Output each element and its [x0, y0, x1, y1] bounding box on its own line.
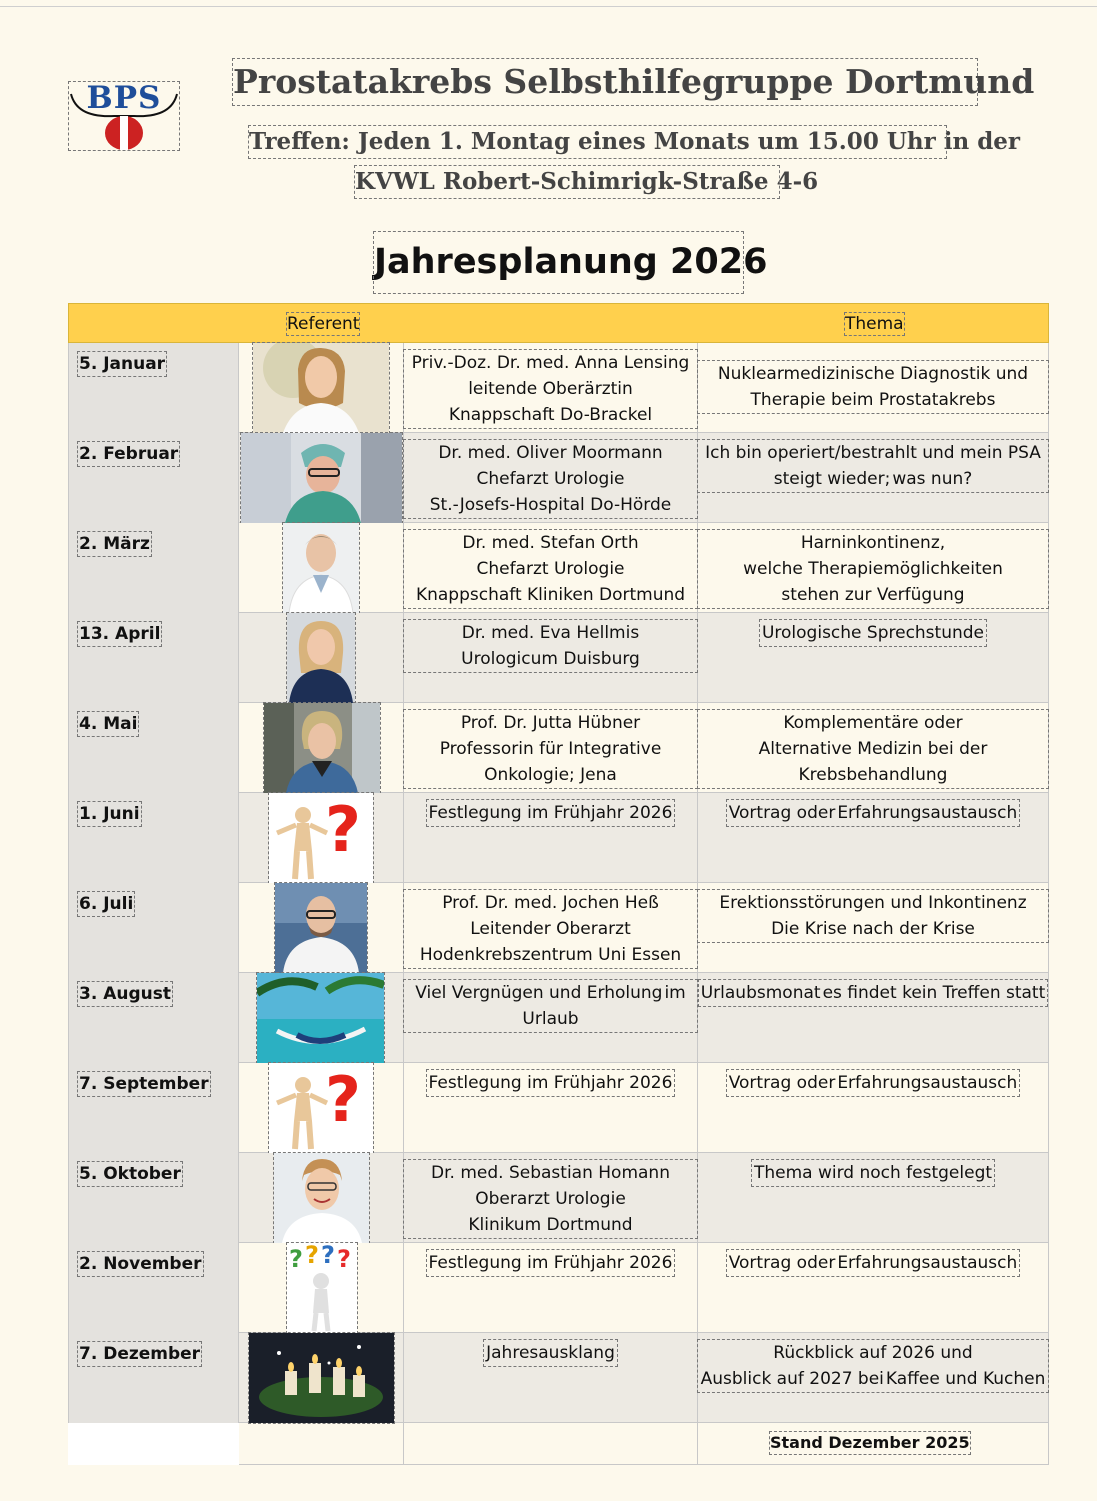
- date-cell: [68, 703, 239, 793]
- table-row: [68, 1333, 1049, 1423]
- referent-line: Leitender Oberarzt: [470, 919, 631, 939]
- thema-text: [727, 1070, 1020, 1096]
- date-label: 4. Mai: [79, 714, 138, 734]
- portrait-man-glasses-image: [275, 883, 367, 973]
- date-label: 5. Januar: [79, 354, 166, 374]
- thema-line: Thema wird noch festgelegt: [753, 1163, 993, 1183]
- top-divider: [0, 6, 1097, 7]
- thema-line: Urlaubsmonat: [700, 983, 821, 1003]
- date-cell: [68, 433, 239, 523]
- thema-cell: [698, 793, 1049, 883]
- plan-title: Jahresplanung 2026: [374, 232, 743, 293]
- image-cell: [239, 433, 404, 523]
- date-label: 1. Juni: [79, 804, 140, 824]
- thema-line: Ausblick auf 2027 bei: [700, 1369, 884, 1389]
- image-cell: [239, 1243, 404, 1333]
- referent-cell: [404, 1063, 698, 1153]
- date-cell: [68, 1243, 239, 1333]
- referent-line: Festlegung im Frühjahr 2026: [428, 1253, 673, 1273]
- thema-line: steigt wieder;: [773, 469, 891, 489]
- thema-cell: [698, 1333, 1049, 1423]
- image-cell: [239, 613, 404, 703]
- thema-text: [727, 800, 1020, 826]
- thema-text: [699, 980, 1048, 1006]
- referent-cell: [404, 523, 698, 613]
- footer-thema-cell: [698, 1423, 1049, 1465]
- image-cell: [239, 1333, 404, 1423]
- image-cell: [239, 343, 404, 433]
- referent-text: [404, 890, 697, 968]
- header-referent: Referent: [287, 314, 360, 334]
- portrait-woman-denim-image: [264, 703, 380, 793]
- referent-line: Dr. med. Sebastian Homann: [431, 1163, 670, 1183]
- table-row: [68, 433, 1049, 523]
- thema-text: [698, 710, 1048, 788]
- referent-text: [404, 620, 697, 672]
- referent-text: [427, 1250, 675, 1276]
- referent-line: Urologicum Duisburg: [461, 649, 640, 669]
- referent-line: Professorin für Integrative: [439, 739, 662, 759]
- table-footer: [68, 1423, 1049, 1465]
- referent-text: [404, 440, 697, 518]
- table-row: [68, 1153, 1049, 1243]
- thema-text: [760, 620, 986, 646]
- date-label: 5. Oktober: [79, 1164, 181, 1184]
- svg-text:?: ?: [289, 1245, 303, 1273]
- thema-line: Rückblick auf 2026 und: [773, 1343, 973, 1363]
- referent-cell: [404, 703, 698, 793]
- thema-line: Vortrag oder: [728, 1253, 836, 1273]
- image-cell: [239, 523, 404, 613]
- thema-line: Die Krise nach der Krise: [771, 919, 975, 939]
- thema-line: welche Therapiemöglichkeiten: [743, 559, 1003, 579]
- thema-line: Therapie beim Prostatakrebs: [750, 390, 996, 410]
- portrait-man-white-coat-image: [283, 523, 359, 613]
- referent-line: Festlegung im Frühjahr 2026: [428, 803, 673, 823]
- thema-cell: [698, 1243, 1049, 1333]
- table-row: [68, 343, 1049, 433]
- table-row: [68, 1243, 1049, 1333]
- table-row: [68, 1063, 1049, 1153]
- table-row: [68, 883, 1049, 973]
- table-row: [68, 613, 1049, 703]
- table-row: [68, 523, 1049, 613]
- referent-line: Dr. med. Oliver Moormann: [438, 443, 663, 463]
- thema-text: [698, 440, 1048, 492]
- meeting-info-line1: Treffen: Jeden 1. Montag eines Monats um 15.00 Uhr in der: [249, 126, 946, 158]
- thema-cell: [698, 1153, 1049, 1243]
- thema-text: [698, 890, 1048, 942]
- thema-text: [698, 530, 1048, 608]
- thema-line: Urologische Sprechstunde: [761, 623, 985, 643]
- referent-line: Oberarzt Urologie: [475, 1189, 626, 1209]
- referent-cell: [404, 793, 698, 883]
- referent-line: Priv.-Doz. Dr. med. Anna Lensing: [411, 353, 690, 373]
- thema-line: Komplementäre oder: [783, 713, 963, 733]
- thema-cell: [698, 1063, 1049, 1153]
- referent-line: Knappschaft Do-Brackel: [448, 405, 653, 425]
- date-cell: [68, 1153, 239, 1243]
- referent-line: Prof. Dr. Jutta Hübner: [460, 713, 641, 733]
- thema-line: Vortrag oder: [728, 1073, 836, 1093]
- date-label: 7. Dezember: [79, 1344, 201, 1364]
- referent-text: [484, 1340, 617, 1366]
- thema-text: [727, 1250, 1020, 1276]
- thema-line: Nuklearmedizinische Diagnostik und: [717, 364, 1029, 384]
- referent-text: [404, 980, 697, 1032]
- date-cell: [68, 613, 239, 703]
- thema-line: stehen zur Verfügung: [781, 585, 965, 605]
- table-row: [68, 703, 1049, 793]
- referent-line: im: [664, 983, 686, 1003]
- image-cell: [239, 703, 404, 793]
- referent-line: Prof. Dr. med. Jochen Heß: [442, 893, 659, 913]
- svg-text:?: ?: [325, 1063, 361, 1136]
- header-thema: Thema: [845, 314, 904, 334]
- svg-text:?: ?: [325, 793, 361, 866]
- referent-cell: [404, 343, 698, 433]
- thema-line: Vortrag oder: [728, 803, 836, 823]
- date-label: 2. November: [79, 1254, 202, 1274]
- thema-text: [698, 361, 1048, 413]
- image-cell: [239, 973, 404, 1063]
- thema-cell: [698, 613, 1049, 703]
- table-row: [68, 793, 1049, 883]
- advent-wreath-image: [249, 1333, 394, 1423]
- referent-text: [404, 350, 697, 428]
- image-cell: [239, 793, 404, 883]
- date-cell: [68, 1333, 239, 1423]
- date-label: 7. September: [79, 1074, 209, 1094]
- referent-line: Dr. med. Stefan Orth: [462, 533, 639, 553]
- svg-text:?: ?: [305, 1243, 319, 1269]
- thema-cell: [698, 973, 1049, 1063]
- referent-text: [427, 1070, 675, 1096]
- referent-line: Jahresausklang: [486, 1343, 615, 1363]
- referent-text: [404, 530, 697, 608]
- portrait-surgeon-robot-image: [241, 433, 402, 523]
- thema-line: Ich bin operiert/bestrahlt und mein PSA: [705, 443, 1041, 463]
- thema-cell: [698, 523, 1049, 613]
- question-mark-figure-image: [269, 1063, 373, 1153]
- question-mark-figure-image: [269, 793, 373, 883]
- date-cell: [68, 883, 239, 973]
- thema-cell: [698, 883, 1049, 973]
- thema-line: es findet kein Treffen statt: [822, 983, 1046, 1003]
- referent-line: Urlaub: [522, 1009, 579, 1029]
- table-row: [68, 973, 1049, 1063]
- beach-hammock-image: [257, 973, 384, 1063]
- thema-line: Kaffee und Kuchen: [885, 1369, 1046, 1389]
- referent-line: Festlegung im Frühjahr 2026: [428, 1073, 673, 1093]
- referent-line: Chefarzt Urologie: [476, 469, 625, 489]
- thema-line: was nun?: [892, 469, 973, 489]
- date-cell: [68, 973, 239, 1063]
- meeting-info-line2: KVWL Robert-Schimrigk-Straße 4-6: [355, 166, 779, 198]
- thema-line: Krebsbehandlung: [798, 765, 948, 785]
- portrait-woman-navy-image: [287, 613, 355, 703]
- referent-cell: [404, 613, 698, 703]
- thema-line: Erfahrungsaustausch: [837, 1253, 1018, 1273]
- thema-line: Erektionsstörungen und Inkontinenz: [719, 893, 1027, 913]
- date-label: 6. Juli: [79, 894, 134, 914]
- org-title: Prostatakrebs Selbsthilfegruppe Dortmund: [233, 59, 977, 105]
- thema-line: Alternative Medizin bei der: [758, 739, 988, 759]
- svg-text:?: ?: [337, 1245, 351, 1273]
- date-label: 2. Februar: [79, 444, 179, 464]
- referent-line: Dr. med. Eva Hellmis: [461, 623, 640, 643]
- referent-line: Knappschaft Kliniken Dortmund: [415, 585, 686, 605]
- referent-cell: [404, 973, 698, 1063]
- thema-line: Erfahrungsaustausch: [837, 803, 1018, 823]
- image-cell: [239, 1063, 404, 1153]
- thema-cell: [698, 343, 1049, 433]
- referent-cell: [404, 433, 698, 523]
- date-cell: [68, 343, 239, 433]
- referent-cell: [404, 1153, 698, 1243]
- referent-line: Chefarzt Urologie: [476, 559, 625, 579]
- date-label: 3. August: [79, 984, 171, 1004]
- date-cell: [68, 1063, 239, 1153]
- footer-referent-cell: [404, 1423, 698, 1465]
- referent-line: Onkologie; Jena: [484, 765, 617, 785]
- referent-text: [427, 800, 675, 826]
- referent-cell: [404, 1333, 698, 1423]
- date-cell: [68, 523, 239, 613]
- image-cell: [239, 1153, 404, 1243]
- thema-text: [752, 1160, 994, 1186]
- table-header: [68, 303, 1049, 343]
- stand-label: Stand Dezember 2025: [770, 1433, 970, 1452]
- referent-line: St.-Josefs-Hospital Do-Hörde: [429, 495, 672, 515]
- date-label: 2. März: [79, 534, 150, 554]
- referent-line: Klinikum Dortmund: [468, 1215, 633, 1235]
- multi-question-figure-image: [287, 1243, 357, 1333]
- bps-logo: [69, 82, 179, 150]
- thema-line: Harninkontinenz,: [800, 533, 946, 553]
- referent-line: Hodenkrebszentrum Uni Essen: [419, 945, 682, 965]
- referent-line: Viel Vergnügen und Erholung: [415, 983, 663, 1003]
- footer-blank-cell: [68, 1423, 239, 1465]
- date-label: 13. April: [79, 624, 161, 644]
- svg-text:?: ?: [321, 1243, 335, 1269]
- logo-text: BPS: [86, 80, 162, 116]
- referent-cell: [404, 883, 698, 973]
- date-cell: [68, 793, 239, 883]
- referent-text: [404, 710, 697, 788]
- referent-text: [404, 1160, 697, 1238]
- image-cell: [239, 883, 404, 973]
- portrait-woman-blonde-image: [253, 343, 389, 433]
- referent-line: leitende Oberärztin: [468, 379, 633, 399]
- footer-image-cell: [239, 1423, 404, 1465]
- thema-text: [698, 1340, 1048, 1392]
- thema-cell: [698, 433, 1049, 523]
- portrait-young-man-image: [274, 1153, 369, 1243]
- thema-line: Erfahrungsaustausch: [837, 1073, 1018, 1093]
- thema-cell: [698, 703, 1049, 793]
- referent-cell: [404, 1243, 698, 1333]
